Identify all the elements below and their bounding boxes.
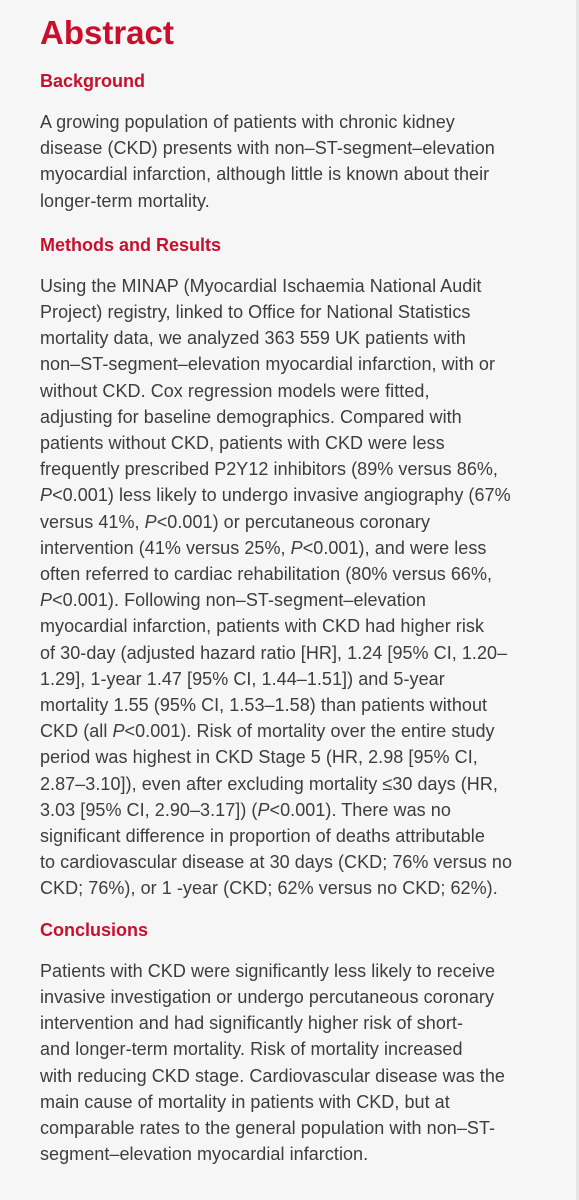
- text-segment: invasive investigation or undergo percutaneous coronary: [40, 986, 495, 1007]
- background-section: [40, 70, 552, 214]
- abstract-title: Abstract: [40, 14, 174, 51]
- text-segment: 1.29], 1-year 1.47 [95% CI, 1.44–1.51]) and 5-year: [40, 668, 445, 689]
- text-segment: adjusting for baseline demographics. Compared with: [40, 406, 462, 427]
- text-segment: <0.001) less likely to undergo invasive angiography (67%: [52, 485, 511, 506]
- text-line: [40, 509, 552, 535]
- text-line: [40, 666, 552, 692]
- text-line: [40, 640, 552, 666]
- text-line: [40, 351, 552, 377]
- text-line: [40, 849, 552, 875]
- text-line: [40, 875, 552, 901]
- background-heading: Background: [40, 71, 146, 91]
- text-segment: <0.001). There was no: [269, 799, 451, 820]
- background-text: [40, 109, 552, 214]
- text-segment: A growing population of patients with chronic kidney: [40, 112, 455, 132]
- text-segment: without CKD. Cox regression models were fitted,: [40, 380, 430, 401]
- text-line: [40, 456, 552, 482]
- text-line: [40, 587, 552, 613]
- italic-p-symbol: P: [257, 799, 270, 820]
- text-line: [40, 613, 552, 639]
- text-line: [40, 482, 552, 508]
- text-segment: longer-term mortality.: [40, 190, 210, 211]
- text-line: [40, 1141, 552, 1167]
- text-segment: <0.001). Following non–ST-segment–elevation: [52, 590, 426, 611]
- text-line: [40, 299, 552, 325]
- text-segment: frequently prescribed P2Y12 inhibitors (89% versus 86%,: [40, 459, 498, 480]
- text-segment: often referred to cardiac rehabilitation (80% versus 66%,: [40, 564, 493, 585]
- text-line: [40, 161, 552, 187]
- text-line: [40, 1063, 552, 1089]
- text-segment: Project) registry, linked to Office for National Statistics: [40, 302, 471, 323]
- text-line: [40, 135, 552, 161]
- text-line: [40, 1089, 552, 1115]
- text-segment: main cause of mortality in patients with CKD, but at: [40, 1091, 450, 1112]
- text-line: [40, 958, 552, 984]
- text-segment: period was highest in CKD Stage 5 (HR, 2.98 [95% CI,: [40, 747, 478, 768]
- text-line: [40, 744, 552, 770]
- italic-p-symbol: P: [40, 485, 53, 506]
- text-line: [40, 561, 552, 587]
- methods-and-results-heading: Methods and Results: [40, 234, 222, 255]
- text-segment: disease (CKD) presents with non–ST-segment–elevation: [40, 138, 495, 159]
- text-line: [40, 718, 552, 744]
- text-segment: comparable rates to the general population with non–ST-: [40, 1117, 496, 1138]
- text-segment: significant difference in proportion of deaths attributable: [40, 826, 485, 847]
- text-segment: myocardial infarction, patients with CKD had higher risk: [40, 616, 484, 637]
- text-segment: intervention (41% versus 25%,: [40, 537, 291, 558]
- text-segment: to cardiovascular disease at 30 days (CKD; 76% versus no: [40, 852, 513, 873]
- text-segment: 3.03 [95% CI, 2.90–3.17]) (: [40, 799, 258, 820]
- text-line: [40, 797, 552, 823]
- text-segment: and longer-term mortality. Risk of mortality increased: [40, 1039, 463, 1060]
- text-segment: CKD; 76%), or 1 -year (CKD; 62% versus no CKD; 62%).: [40, 878, 498, 899]
- conclusions-text: [40, 958, 552, 1168]
- methods-and-results-section: [40, 234, 552, 902]
- text-segment: Using the MINAP (Myocardial Ischaemia National Audit: [40, 275, 482, 296]
- text-line: [40, 771, 552, 797]
- text-line: [40, 273, 552, 299]
- italic-p-symbol: P: [40, 590, 53, 611]
- text-segment: <0.001), and were less: [302, 537, 487, 558]
- text-line: [40, 109, 552, 135]
- text-line: [40, 823, 552, 849]
- text-line: [40, 535, 552, 561]
- text-line: [40, 404, 552, 430]
- text-segment: myocardial infarction, although little is known about their: [40, 164, 490, 185]
- text-segment: 2.87–3.10]), even after excluding mortality ≤30 days (HR,: [40, 773, 498, 794]
- text-line: [40, 1115, 552, 1141]
- conclusions-section: [40, 919, 552, 1168]
- text-line: [40, 1010, 552, 1036]
- methods-and-results-text: [40, 273, 552, 902]
- text-segment: with reducing CKD stage. Cardiovascular disease was the: [40, 1065, 505, 1086]
- text-line: [40, 188, 552, 214]
- text-segment: of 30-day (adjusted hazard ratio [HR], 1.24 [95% CI, 1.20–: [40, 642, 508, 663]
- abstract: [40, 14, 552, 1167]
- italic-p-symbol: P: [144, 511, 157, 532]
- text-line: [40, 692, 552, 718]
- text-segment: <0.001). Risk of mortality over the entire study: [124, 721, 495, 742]
- text-line: [40, 984, 552, 1010]
- text-segment: CKD (all: [40, 721, 113, 742]
- text-line: [40, 378, 552, 404]
- italic-p-symbol: P: [112, 721, 125, 742]
- text-segment: mortality 1.55 (95% CI, 1.53–1.58) than patients without: [40, 695, 488, 716]
- text-line: [40, 1036, 552, 1062]
- conclusions-heading: Conclusions: [40, 919, 149, 940]
- italic-p-symbol: P: [290, 537, 303, 558]
- text-line: [40, 430, 552, 456]
- text-segment: segment–elevation myocardial infarction.: [40, 1144, 369, 1165]
- text-segment: patients without CKD, patients with CKD were less: [40, 433, 445, 454]
- text-segment: versus 41%,: [40, 511, 145, 532]
- text-segment: <0.001) or percutaneous coronary: [156, 511, 430, 532]
- text-line: [40, 325, 552, 351]
- text-segment: mortality data, we analyzed 363 559 UK patients with: [40, 328, 466, 349]
- text-segment: intervention and had significantly higher risk of short-: [40, 1013, 464, 1034]
- text-segment: Patients with CKD were significantly less likely to receive: [40, 960, 496, 981]
- text-segment: non–ST-segment–elevation myocardial infarction, with or: [40, 354, 495, 375]
